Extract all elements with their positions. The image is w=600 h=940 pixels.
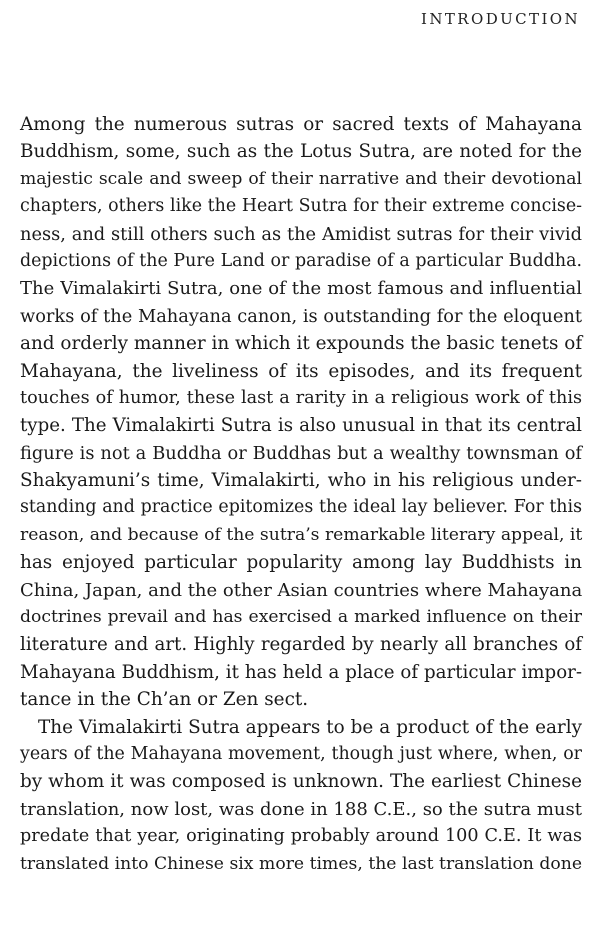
text-line: translation, now lost, was done in 188 C.E., so the sutra must: [20, 798, 582, 820]
text-line: chapters, others like the Heart Sutra for their extreme concise-: [20, 196, 582, 217]
text-line: literature and art. Highly regarded by nearly all branches of: [20, 634, 582, 656]
body-text: [20, 111, 582, 878]
paragraph-1: [20, 111, 582, 714]
text-line: works of the Mahayana canon, is outstanding for the eloquent: [20, 305, 582, 327]
text-line: figure is not a Buddha or Buddhas but a wealthy townsman of: [20, 442, 582, 464]
text-line: Among the numerous sutras or sacred texts of Mahayana: [20, 114, 582, 135]
text-line: majestic scale and sweep of their narrative and their devotional: [20, 168, 582, 189]
text-line: The Vimalakirti Sutra, one of the most famous and influential: [20, 278, 582, 300]
text-line: touches of humor, these last a rarity in a religious work of this: [20, 387, 582, 408]
text-line: translated into Chinese six more times, the last translation done: [20, 853, 582, 874]
text-line: has enjoyed particular popularity among lay Buddhists in: [20, 552, 582, 574]
paragraph-2: [20, 714, 582, 878]
text-line: Mahayana Buddhism, it has held a place of particular impor-: [20, 661, 582, 683]
text-line: depictions of the Pure Land or paradise of a particular Buddha.: [20, 250, 582, 271]
running-head: INTRODUCTION: [421, 10, 580, 28]
text-line: and orderly manner in which it expounds the basic tenets of: [20, 333, 583, 355]
text-line: type. The Vimalakirti Sutra is also unusual in that its central: [20, 415, 582, 437]
text-line: Mahayana, the liveliness of its episodes, and its frequent: [20, 360, 582, 382]
text-line: years of the Mahayana movement, though just where, when, or: [20, 743, 582, 764]
text-line: tance in the Ch’an or Zen sect.: [20, 689, 309, 711]
text-line: Shakyamuni’s time, Vimalakirti, who in his religious under-: [20, 470, 582, 492]
text-line: Buddhism, some, such as the Lotus Sutra, are noted for the: [20, 141, 582, 163]
text-line: predate that year, originating probably around 100 C.E. It was: [20, 826, 582, 847]
text-line: The Vimalakirti Sutra appears to be a product of the early: [38, 716, 582, 738]
text-line: standing and practice epitomizes the ideal lay believer. For this: [20, 497, 582, 518]
text-line: doctrines prevail and has exercised a marked influence on their: [20, 607, 582, 628]
text-line: reason, and because of the sutra’s remarkable literary appeal, it: [20, 524, 583, 545]
text-line: ness, and still others such as the Amidist sutras for their vivid: [20, 223, 582, 245]
text-line: by whom it was composed is unknown. The earliest Chinese: [20, 771, 582, 793]
text-line: China, Japan, and the other Asian countries where Mahayana: [20, 579, 583, 601]
